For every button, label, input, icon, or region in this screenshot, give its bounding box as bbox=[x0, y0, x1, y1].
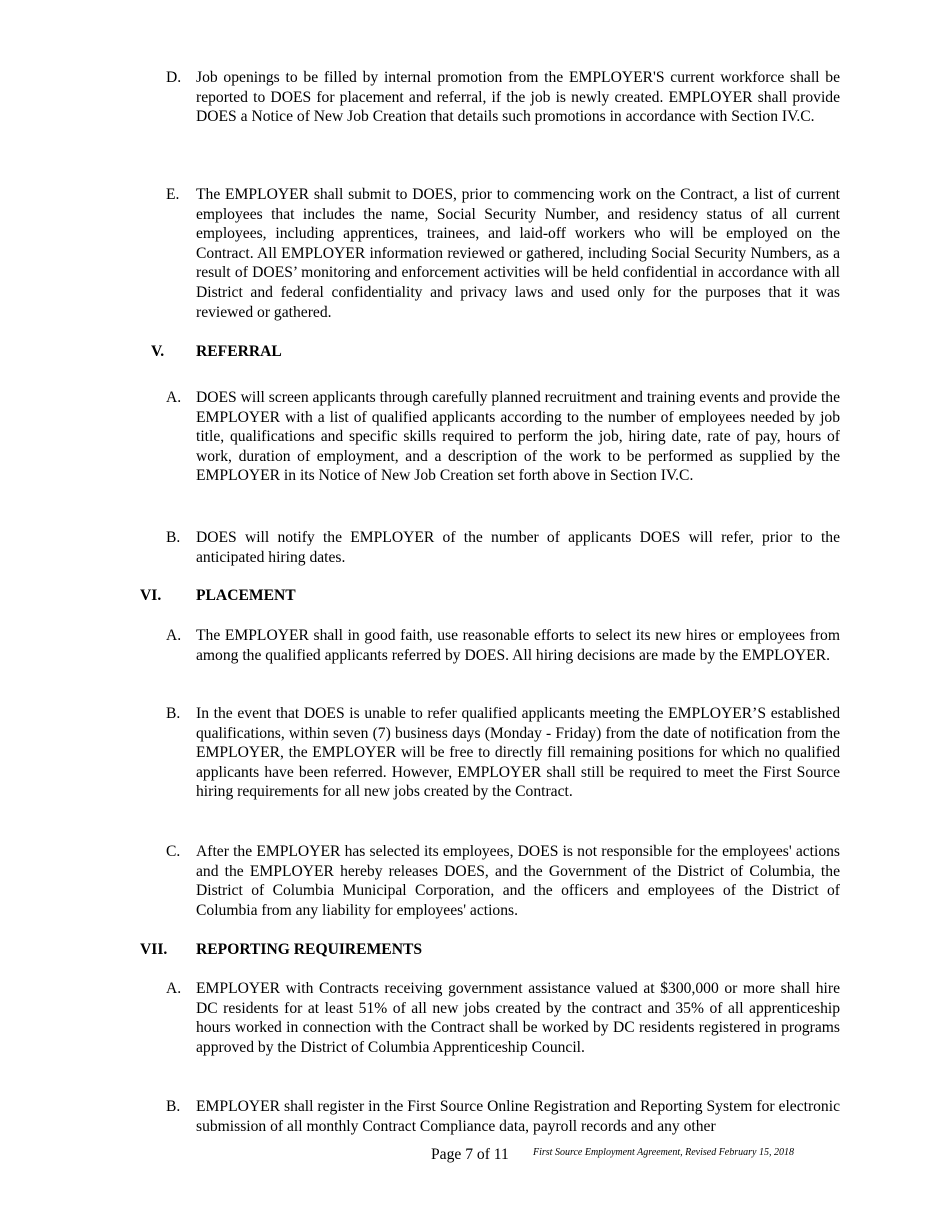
paragraph-letter: B. bbox=[166, 705, 181, 722]
paragraph-vi-a bbox=[166, 626, 840, 665]
paragraph-letter: C. bbox=[166, 843, 181, 860]
paragraph-vi-b bbox=[166, 704, 840, 802]
paragraph-letter: E. bbox=[166, 186, 180, 203]
paragraph-text: DOES will notify the EMPLOYER of the number of applicants DOES will refer, prior to the anticipated hiring dates. bbox=[196, 529, 840, 566]
section-title: REPORTING REQUIREMENTS bbox=[196, 941, 423, 958]
paragraph-text: EMPLOYER shall register in the First Source Online Registration and Reporting System for electronic submission of all monthly Contract Compliance data, payroll records and any other bbox=[196, 1098, 840, 1135]
paragraph-letter: B. bbox=[166, 529, 181, 546]
paragraph-text: Job openings to be filled by internal promotion from the EMPLOYER'S current workforce shall be reported to DOES for placement and referral, if the job is newly created. EMPLOYER shall provide DOES a Notice of New Job Creation that details such promotions in accordance with Section IV.C. bbox=[196, 69, 840, 126]
paragraph-text: The EMPLOYER shall submit to DOES, prior to commencing work on the Contract, a list of current employees that includes the name, Social Security Number, and residency status of all current employees, including apprentices, trainees, and laid-off workers who will be employed on the Contract. All EMPLOYER information reviewed or gathered, including Social Security Numbers, as a result of DOES’ monitoring and enforcement activities will be held confidential in accordance with all District and federal confidentiality and privacy laws and used only for the purposes that it was reviewed or gathered. bbox=[196, 186, 840, 321]
paragraph-iv-d bbox=[166, 68, 840, 127]
paragraph-text: DOES will screen applicants through carefully planned recruitment and training events and provide the EMPLOYER with a list of qualified applicants according to the number of employees needed by job title, qualifications and specific skills required to perform the job, hiring date, rate of pay, hours of work, duration of employment, and a description of the work to be performed as supplied by the EMPLOYER in its Notice of New Job Creation set forth above in Section IV.C. bbox=[196, 389, 840, 485]
paragraph-iv-e bbox=[166, 185, 840, 322]
page-number: Page 7 of 11 bbox=[431, 1146, 509, 1163]
paragraph-vi-c bbox=[166, 842, 840, 920]
paragraph-letter: A. bbox=[166, 389, 182, 406]
paragraph-v-a bbox=[166, 388, 840, 486]
footer-note: First Source Employment Agreement, Revised February 15, 2018 bbox=[533, 1147, 794, 1158]
section-title: PLACEMENT bbox=[196, 587, 296, 604]
section-number: V. bbox=[151, 343, 165, 360]
paragraph-text: EMPLOYER with Contracts receiving government assistance valued at $300,000 or more shall hire DC residents for at least 51% of all new jobs created by the contract and 35% of all apprenticeship hours worked in connection with the Contract shall be worked by DC residents registered in programs approved by the District of Columbia Apprenticeship Council. bbox=[196, 980, 840, 1056]
paragraph-vii-a bbox=[166, 979, 840, 1057]
section-title: REFERRAL bbox=[196, 343, 282, 360]
paragraph-letter: A. bbox=[166, 980, 182, 997]
paragraph-text: The EMPLOYER shall in good faith, use reasonable efforts to select its new hires or employees from among the qualified applicants referred by DOES. All hiring decisions are made by the EMPLOYER. bbox=[196, 627, 840, 664]
page-footer bbox=[0, 1146, 950, 1170]
section-number: VI. bbox=[140, 587, 162, 604]
paragraph-text: After the EMPLOYER has selected its employees, DOES is not responsible for the employees' actions and the EMPLOYER hereby releases DOES, and the Government of the District of Columbia, the District of Columbia Municipal Corporation, and the officers and employees of the District of Columbia from any liability for employees' actions. bbox=[196, 843, 840, 919]
paragraph-vii-b bbox=[166, 1097, 840, 1136]
paragraph-letter: A. bbox=[166, 627, 182, 644]
paragraph-text: In the event that DOES is unable to refer qualified applicants meeting the EMPLOYER’S established qualifications, within seven (7) business days (Monday - Friday) from the date of notification from the EMPLOYER, the EMPLOYER will be free to directly fill remaining positions for which no qualified applicants have been referred. However, EMPLOYER shall still be required to meet the First Source hiring requirements for all new jobs created by the Contract. bbox=[196, 705, 840, 801]
section-number: VII. bbox=[140, 941, 168, 958]
paragraph-letter: B. bbox=[166, 1098, 181, 1115]
paragraph-v-b bbox=[166, 528, 840, 567]
paragraph-letter: D. bbox=[166, 69, 182, 86]
